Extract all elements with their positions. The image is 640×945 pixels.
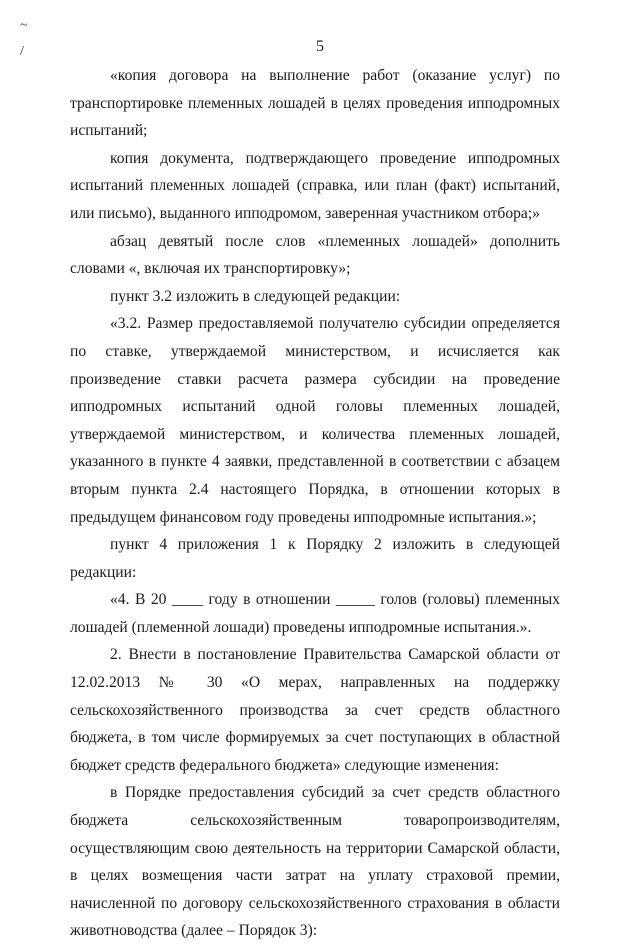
paragraph: «копия договора на выполнение работ (оказание услуг) по транспортировке племенных лошадей в целях проведения ипподромных испытаний;	[70, 67, 560, 140]
page-number: 5	[316, 38, 324, 55]
paragraph: «4. В 20 ____ году в отношении _____ голов (головы) племенных лошадей (племенной лошади) проведены ипподромные испытания.».	[70, 591, 560, 636]
margin-mark: ~	[20, 18, 28, 33]
paragraph: пункт 4 приложения 1 к Порядку 2 изложить в следующей редакции:	[70, 536, 560, 581]
paragraph: в Порядке предоставления субсидий за счет средств областного бюджета сельскохозяйственным товаропроизводителям, осуществляющим свою деятельность на территории Самарской области, в целях возмещения части затрат на уплату страховой премии, начисленной по договору сельскохозяйственного страхования в области животноводства (далее – Порядок 3):	[70, 784, 560, 940]
paragraph: «3.2. Размер предоставляемой получателю субсидии определяется по ставке, утверждаемой министерством, и исчисляется как произведение ставки расчета размера субсидии на проведение ипподромных испытаний одной головы племенных лошадей, утверждаемой министерством, и количества племенных лошадей, указанного в пункте 4 заявки, представленной в соответствии с абзацем вторым пункта 2.4 настоящего Порядка, в отношении которых в предыдущем финансовом году проведены ипподромные испытания.»;	[70, 315, 560, 526]
paragraph: 2. Внести в постановление Правительства Самарской области от 12.02.2013 № 30 «О мерах, направленных на поддержку сельскохозяйственного производства за счет средств областного бюджета, в том числе формируемых за счет поступающих в областной бюджет средств федерального бюджета» следующие изменения:	[70, 646, 560, 774]
document-body	[70, 62, 560, 945]
paragraph: копия документа, подтверждающего проведение ипподромных испытаний племенных лошадей (справка, или план (факт) испытаний, или письмо), выданного ипподромом, заверенная участником отбора;»	[70, 149, 560, 222]
paragraph: абзац девятый после слов «племенных лошадей» дополнить словами «, включая их транспортировку»;	[70, 232, 560, 278]
paragraph: пункт 3.2 изложить в следующей редакции:	[110, 287, 401, 305]
margin-mark: /	[20, 44, 24, 59]
